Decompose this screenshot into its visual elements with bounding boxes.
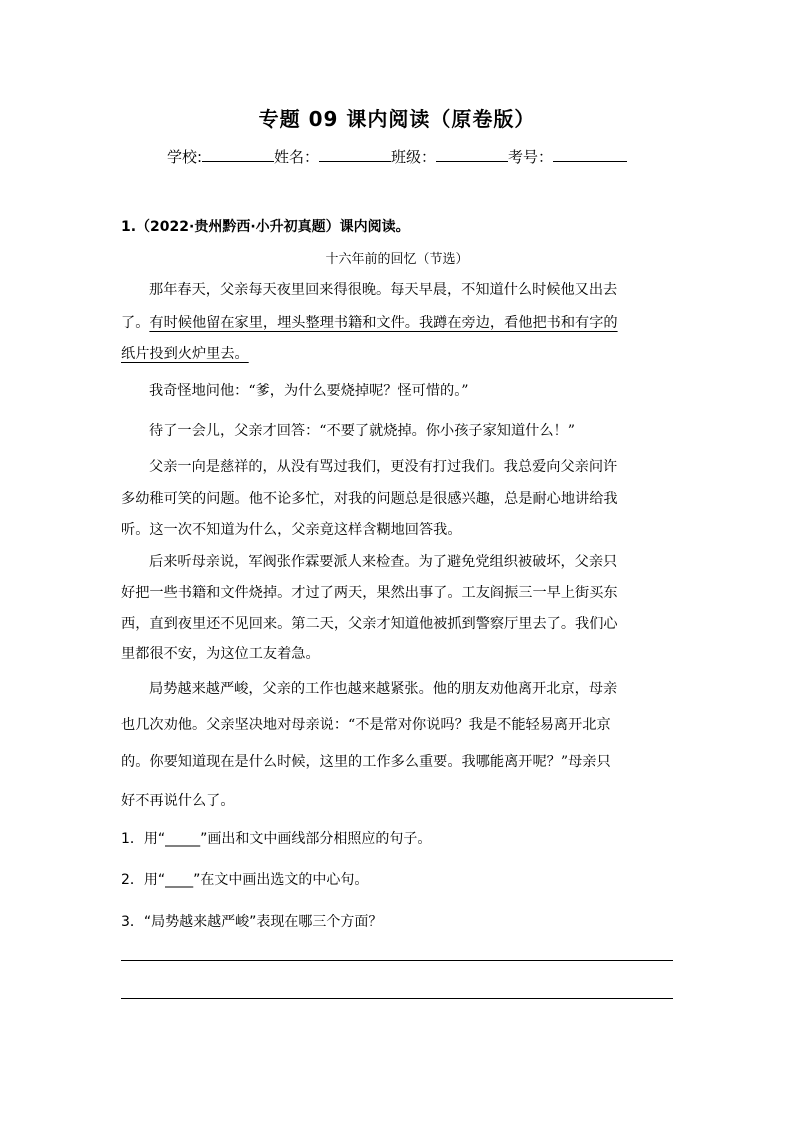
passage-line: 好不再说什么了。 [121,793,235,809]
passage-line: 西，直到夜里还不见回来。第二天，父亲才知道他被抓到警察厅里去了。我们心 [121,616,618,632]
answer-line[interactable] [121,998,673,999]
passage-line: 待了一会儿，父亲才回答：“不要了就烧掉。你小孩子家知道什么！” [149,423,575,439]
passage-line: 也几次劝他。父亲坚决地对母亲说：“不是常对你说吗？我是不能轻易离开北京 [121,717,611,733]
answer-line[interactable] [121,960,673,961]
underlined-sentence: 有时候他留在家里，埋头整理书籍和文件。我蹲在旁边，看他把书和有字的 [149,315,618,331]
class-label: 班级： [391,148,437,166]
passage-line [121,312,618,332]
subquestion-1: 1．用“_____”画出和文中画线部分相照应的句子。 [121,831,432,847]
page-title: 专题 09 课内阅读（原卷版） [258,107,536,131]
passage-line: 多幼稚可笑的问题。他不论多忙，对我的问题总是很感兴趣，总是耐心地讲给我 [121,491,618,507]
school-blank[interactable] [202,146,274,162]
passage-line: 后来听母亲说，军阀张作霖要派人来检查。为了避免党组织被破坏，父亲只 [149,554,618,570]
number-label: 考号： [508,148,554,166]
school-label: 学校: [166,148,202,166]
passage-line: 我奇怪地问他：“爹，为什么要烧掉呢？怪可惜的。” [149,383,469,399]
number-blank[interactable] [553,146,627,162]
passage-line: 父亲一向是慈祥的，从没有骂过我们，更没有打过我们。我总爱向父亲问许 [149,459,618,475]
passage-text: 了。 [121,315,150,331]
passage-title: 十六年前的回忆（节选） [325,252,469,267]
passage-line: 的。你要知道现在是什么时候，这里的工作多么重要。我哪能离开呢？”母亲只 [121,754,611,770]
class-blank[interactable] [436,146,508,162]
passage-line: 那年春天，父亲每天夜里回来得很晚。每天早晨，不知道什么时候他又出去 [149,282,618,298]
subquestion-3: 3．“局势越来越严峻”表现在哪三个方面？ [121,914,383,930]
subquestion-2: 2．用“____”在文中画出选文的中心句。 [121,872,369,888]
name-blank[interactable] [319,146,391,162]
underlined-sentence: 纸片投到火炉里去。 [121,346,249,362]
question-heading: 1.（2022·贵州黔西·小升初真题）课内阅读。 [121,219,410,235]
passage-line: 听。这一次不知道为什么，父亲竟这样含糊地回答我。 [121,522,462,538]
name-label: 姓名： [274,148,320,166]
passage-line: 局势越来越严峻，父亲的工作也越来越紧张。他的朋友劝他离开北京，母亲 [149,681,618,697]
student-info-row [0,146,794,167]
passage-line: 里都很不安，为这位工友着急。 [121,646,320,662]
passage-line: 好把一些书籍和文件烧掉。才过了两天，果然出事了。工友阎振三一早上街买东 [121,585,618,601]
